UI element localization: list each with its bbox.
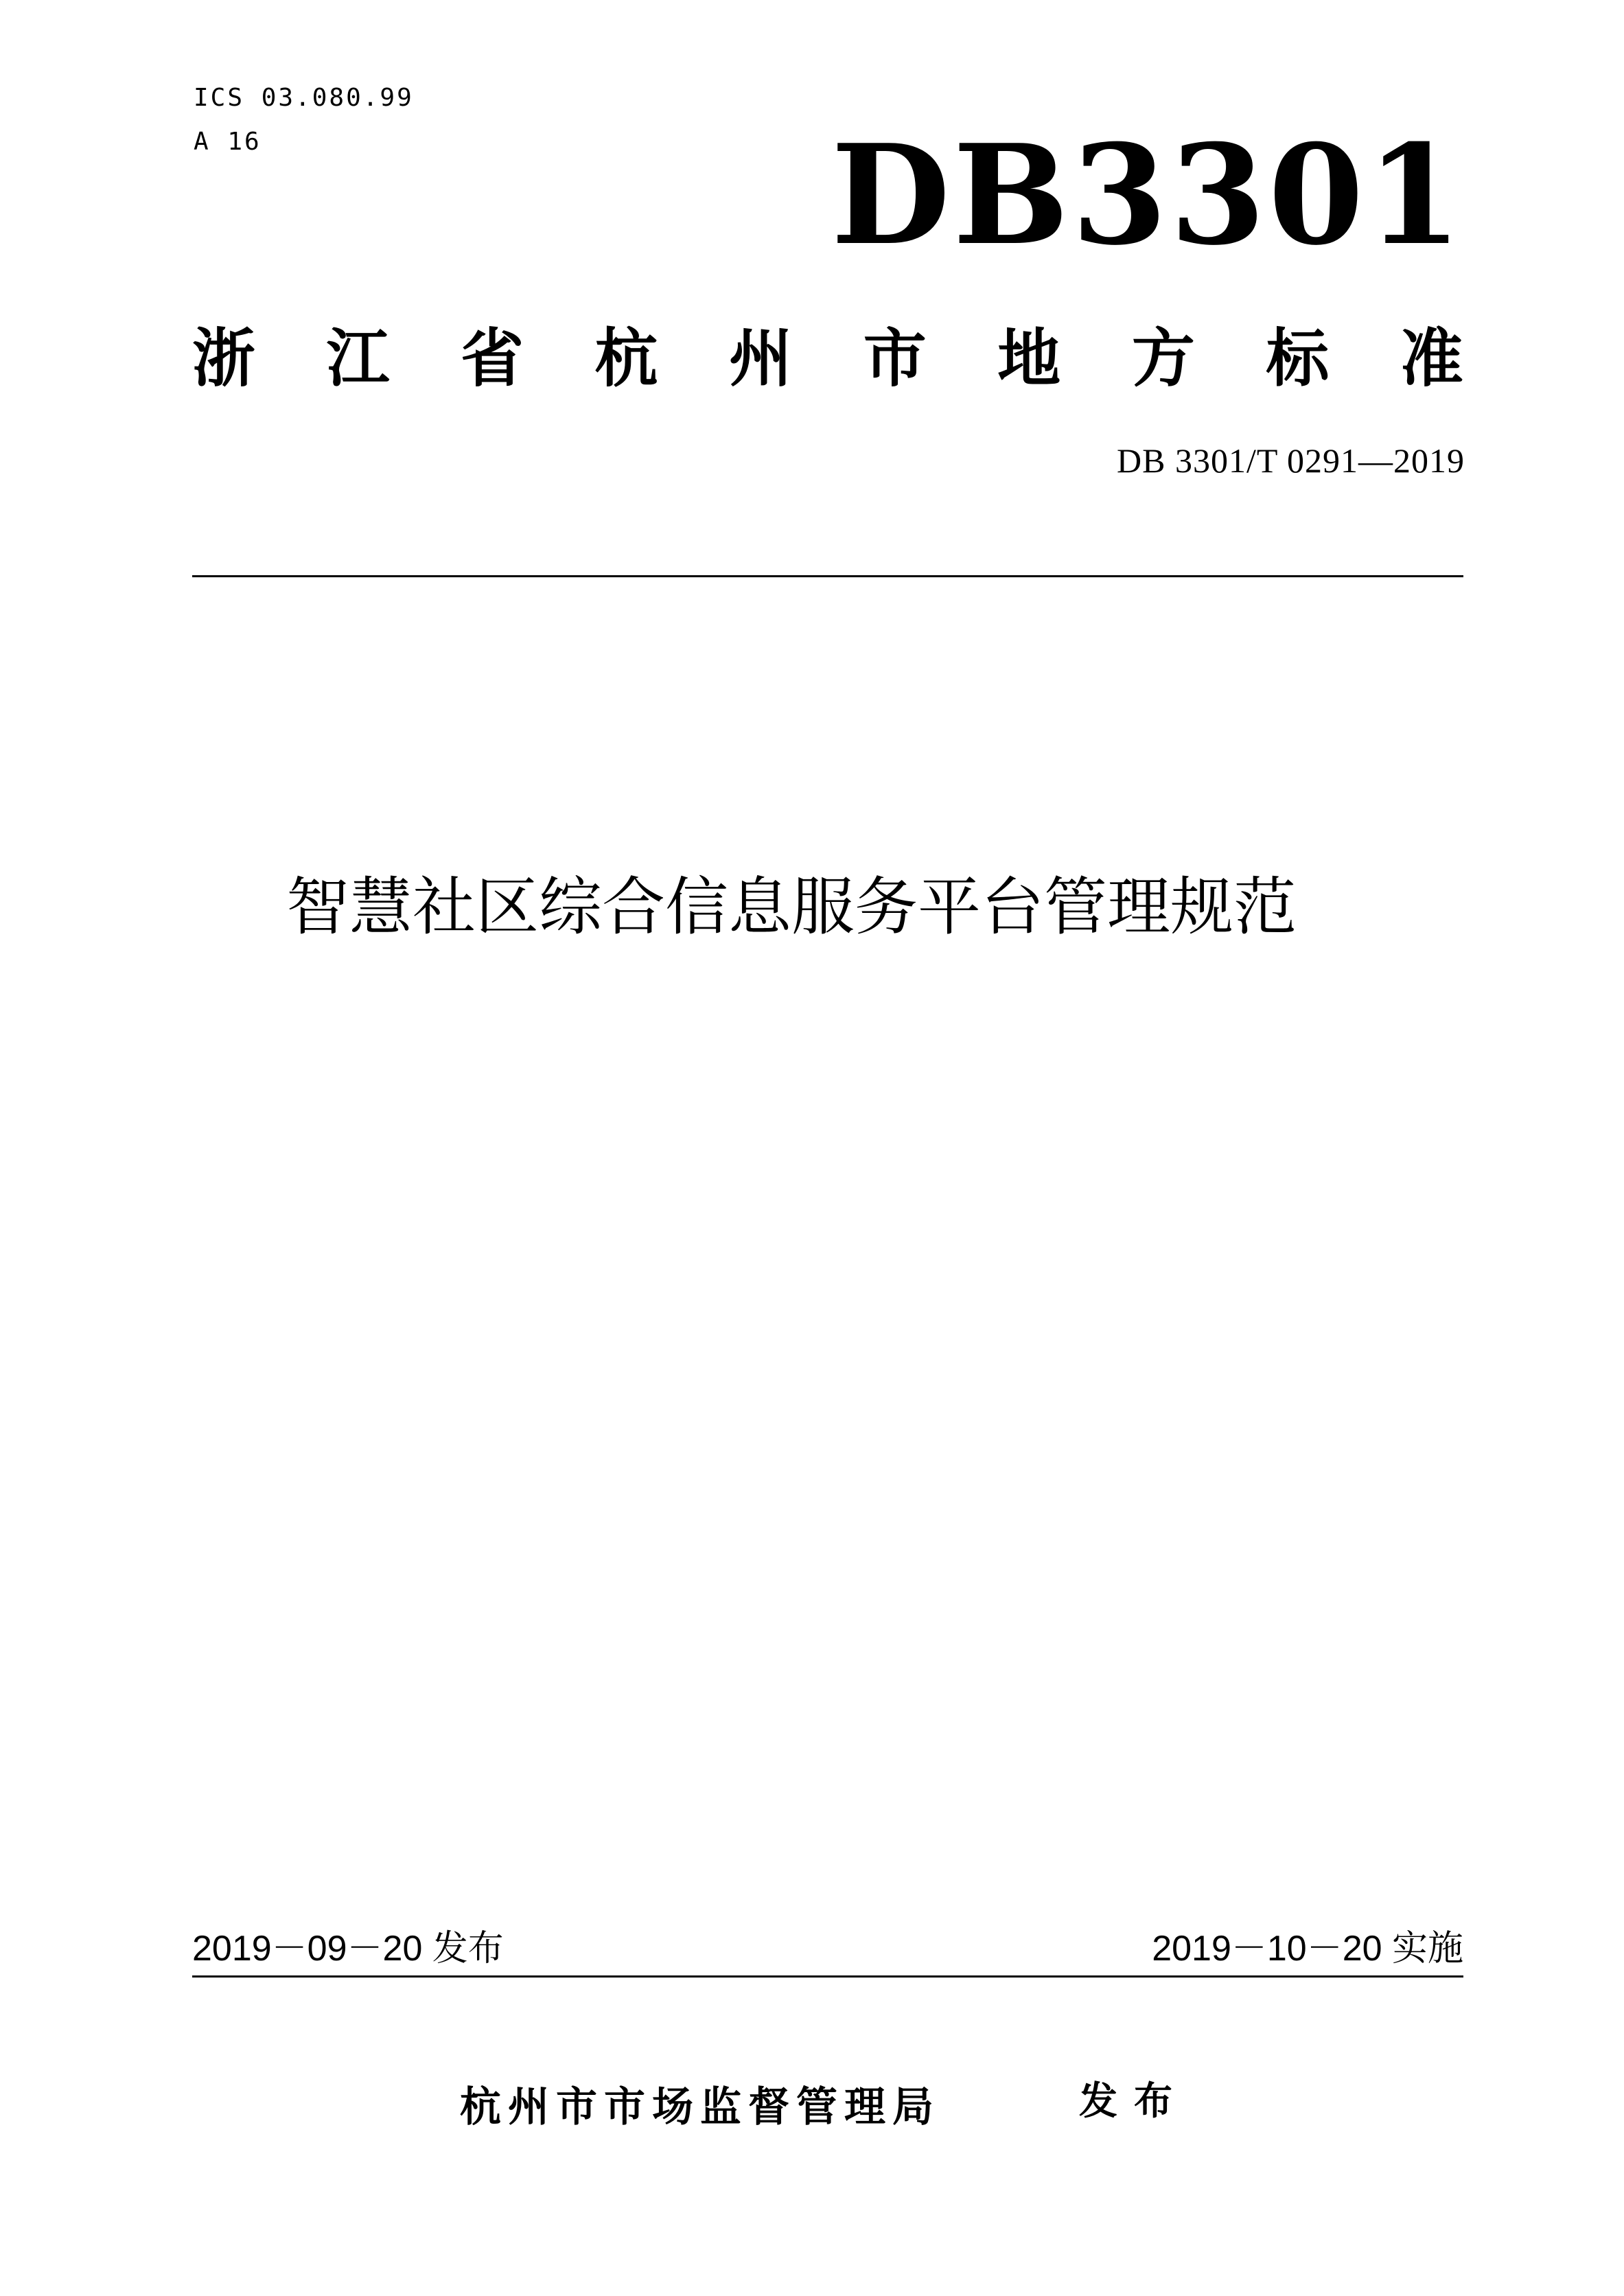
standard-type-char: 省 (461, 322, 524, 395)
standard-type-char: 地 (997, 322, 1061, 395)
standard-type-char: 浙 (192, 322, 256, 395)
document-title: 智慧社区综合信息服务平台管理规范 (286, 870, 1297, 944)
standard-type-char: 州 (729, 322, 793, 395)
standard-type-char: 杭 (594, 322, 658, 395)
issue-label: 发布 (1079, 2079, 1189, 2124)
issue-date: 2019－09－20 发布 (192, 1929, 504, 1969)
implementation-date: 2019－10－20 实施 (1152, 1929, 1463, 1969)
standard-type-char: 市 (863, 322, 927, 395)
standard-type (192, 312, 1463, 395)
issuing-authority: 杭州市市场监督管理局 (460, 2083, 940, 2131)
classification-code: A 16 (194, 128, 262, 156)
standard-number: DB 3301/T 0291—2019 (1117, 441, 1465, 480)
footer-divider (192, 1975, 1463, 1978)
standard-code: DB3301 (831, 115, 1465, 276)
header-divider (192, 575, 1463, 577)
standard-type-char: 标 (1266, 322, 1330, 395)
standard-type-char: 方 (1131, 322, 1195, 395)
standard-type-char: 准 (1400, 322, 1463, 395)
ics-code: ICS 03.080.99 (194, 84, 414, 112)
standard-type-char: 江 (326, 322, 390, 395)
